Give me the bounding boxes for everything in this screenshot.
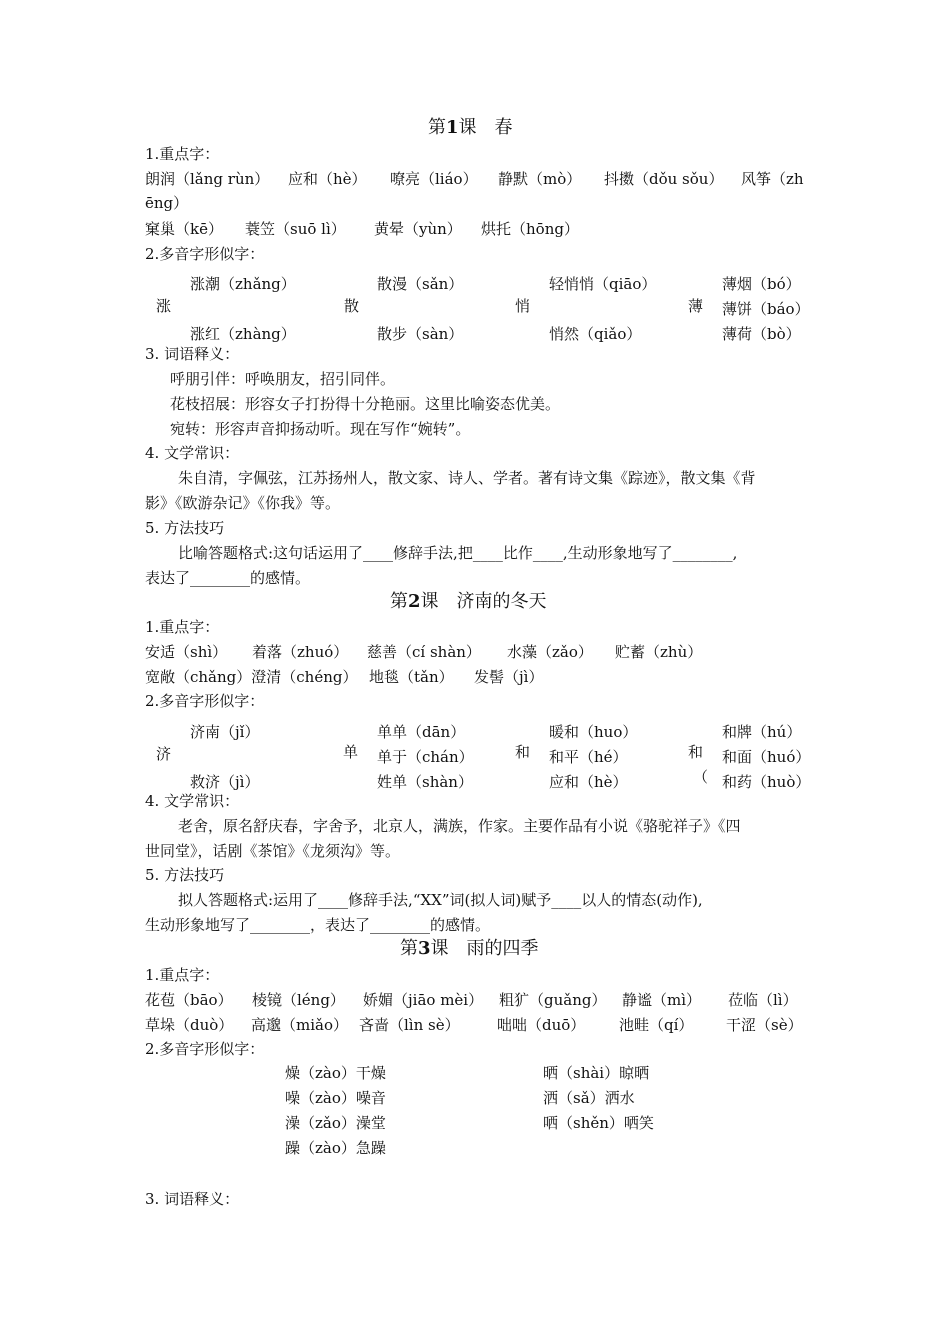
title-number: 1	[446, 117, 459, 138]
poly-entry: 暖和（huo）	[549, 723, 638, 741]
lesson1-title	[428, 116, 513, 140]
lesson2-section-keywords: 1.重点字：	[145, 618, 220, 636]
keyword: 粗犷（guǎng）	[499, 991, 607, 1009]
poly-entry: 涨红（zhàng）	[190, 325, 296, 343]
lesson1-section-definitions: 3. 词语释义：	[145, 345, 240, 363]
keyword: 花苞（bāo）	[145, 991, 233, 1009]
method-text: 生动形象地写了________，表达了________的感情。	[145, 916, 491, 934]
keyword: 静谧（mì）	[622, 991, 702, 1009]
definition: 宛转：形容声音抑扬动听。现在写作“婉转”。	[170, 420, 471, 438]
keyword: 安适（shì）	[145, 643, 228, 661]
definition: 花枝招展：形容女子打扮得十分艳丽。这里比喻姿态优美。	[170, 395, 561, 413]
poly-entry: 和药（huò）	[722, 773, 811, 791]
keyword: 水藻（zǎo）	[507, 643, 593, 661]
similar-char-entry: 澡（zǎo）澡堂	[285, 1114, 386, 1132]
poly-head: 和	[688, 743, 704, 761]
keyword: 宽敞（chǎng）澄清（chéng）	[145, 668, 358, 686]
poly-entry: 和面（huó）	[722, 748, 811, 766]
poly-head: 散	[344, 297, 360, 315]
lesson3-section-polyphones: 2.多音字形似字：	[145, 1040, 265, 1058]
poly-entry: 济南（jǐ）	[190, 723, 260, 741]
lesson1-keywords-wrap: ēng）	[145, 194, 189, 212]
literature-text: 世同堂》，话剧《茶馆》《龙须沟》等。	[145, 842, 401, 860]
poly-entry: 单于（chán）	[377, 748, 474, 766]
keyword: 干涩（sè）	[726, 1016, 803, 1034]
keyword: 抖擞（dǒu sǒu）	[604, 170, 724, 188]
title-number: 2	[408, 591, 421, 612]
poly-entry: 薄烟（bó）	[722, 275, 801, 293]
keyword: 高邈（miǎo）	[251, 1016, 348, 1034]
poly-entry: 和平（hé）	[549, 748, 628, 766]
keyword: 地毯（tǎn）	[369, 668, 454, 686]
lesson2-title	[390, 590, 547, 614]
poly-head: 和	[515, 743, 531, 761]
lesson3-title	[400, 937, 539, 961]
keyword: 风筝（zh	[741, 170, 804, 188]
keyword: 莅临（lì）	[728, 991, 798, 1009]
poly-entry: 薄荷（bò）	[722, 325, 801, 343]
lesson1-section-polyphones: 2.多音字形似字：	[145, 245, 265, 263]
poly-entry: 和牌（hú）	[722, 723, 802, 741]
method-text: 表达了________的感情。	[145, 569, 311, 587]
poly-head: 济	[156, 745, 172, 763]
keyword: 慈善（cí shàn）	[367, 643, 481, 661]
title-text: 课 雨的四季	[430, 938, 539, 959]
lesson2-section-polyphones: 2.多音字形似字：	[145, 692, 265, 710]
poly-entry: 悄然（qiǎo）	[549, 325, 642, 343]
keyword: 咄咄（duō）	[497, 1016, 586, 1034]
poly-head: 悄	[515, 297, 531, 315]
keyword: 嘹亮（liáo）	[390, 170, 478, 188]
poly-head-bracket: （	[693, 768, 709, 786]
lesson3-section-definitions: 3. 词语释义：	[145, 1190, 240, 1208]
poly-entry: 散漫（sǎn）	[377, 275, 464, 293]
poly-head: 涨	[156, 297, 172, 315]
literature-text: 老舍，原名舒庆春，字舍予，北京人，满族，作家。主要作品有小说《骆驼祥子》《四	[178, 817, 741, 835]
title-prefix: 第	[400, 938, 418, 959]
poly-entry: 薄饼（báo）	[722, 300, 810, 318]
title-prefix: 第	[390, 591, 408, 612]
title-text: 课 春	[458, 117, 513, 138]
definition: 呼朋引伴：呼唤朋友，招引同伴。	[170, 370, 396, 388]
poly-entry: 轻悄悄（qiāo）	[549, 275, 657, 293]
title-prefix: 第	[428, 117, 446, 138]
literature-text: 朱自清，字佩弦，江苏扬州人，散文家、诗人、学者。著有诗文集《踪迹》，散文集《背	[178, 469, 756, 487]
poly-entry: 涨潮（zhǎng）	[190, 275, 296, 293]
keyword: 吝啬（lìn sè）	[359, 1016, 460, 1034]
lesson2-section-method: 5. 方法技巧	[145, 866, 225, 884]
poly-entry: 散步（sàn）	[377, 325, 464, 343]
lesson1-section-literature: 4. 文学常识：	[145, 444, 240, 462]
method-text: 拟人答题格式:运用了____修辞手法,“XX”词(拟人词)赋予____以人的情态(动作),	[178, 891, 703, 909]
literature-text: 影》《欧游杂记》《你我》等。	[145, 494, 341, 512]
similar-char-entry: 晒（shài）晾晒	[543, 1064, 650, 1082]
keyword: 黄晕（yùn）	[374, 220, 462, 238]
keyword: 贮蓄（zhù）	[615, 643, 703, 661]
keyword: 娇媚（jiāo mèi）	[363, 991, 484, 1009]
poly-head: 单	[343, 743, 359, 761]
poly-head: 薄	[688, 297, 704, 315]
lesson2-section-literature: 4. 文学常识：	[145, 792, 240, 810]
keyword: 草垛（duò）	[145, 1016, 234, 1034]
poly-entry: 单单（dān）	[377, 723, 466, 741]
keyword: 朗润（lǎng rùn）	[145, 170, 270, 188]
title-text: 课 济南的冬天	[420, 591, 547, 612]
keyword: 发髻（jì）	[474, 668, 544, 686]
method-text: 比喻答题格式:这句话运用了____修辞手法,把____比作____,生动形象地写了________,	[178, 544, 738, 562]
lesson1-section-method: 5. 方法技巧	[145, 519, 225, 537]
keyword: 静默（mò）	[498, 170, 582, 188]
keyword: 池畦（qí）	[619, 1016, 694, 1034]
lesson1-section-keywords: 1.重点字：	[145, 145, 220, 163]
similar-char-entry: 哂（shěn）哂笑	[543, 1114, 654, 1132]
similar-char-entry: 洒（sǎ）洒水	[543, 1089, 635, 1107]
keyword: 应和（hè）	[288, 170, 367, 188]
keyword: 窠巢（kē）	[145, 220, 223, 238]
similar-char-entry: 躁（zào）急躁	[285, 1139, 386, 1157]
poly-entry: 应和（hè）	[549, 773, 628, 791]
similar-char-entry: 噪（zào）噪音	[285, 1089, 386, 1107]
keyword: 蓑笠（suō lì）	[245, 220, 346, 238]
keyword: 着落（zhuó）	[252, 643, 349, 661]
lesson3-section-keywords: 1.重点字：	[145, 966, 220, 984]
title-number: 3	[418, 938, 431, 959]
similar-char-entry: 燥（zào）干燥	[285, 1064, 386, 1082]
poly-entry: 姓单（shàn）	[377, 773, 473, 791]
keyword: 棱镜（léng）	[252, 991, 345, 1009]
keyword: 烘托（hōng）	[481, 220, 579, 238]
poly-entry: 救济（jì）	[190, 773, 260, 791]
